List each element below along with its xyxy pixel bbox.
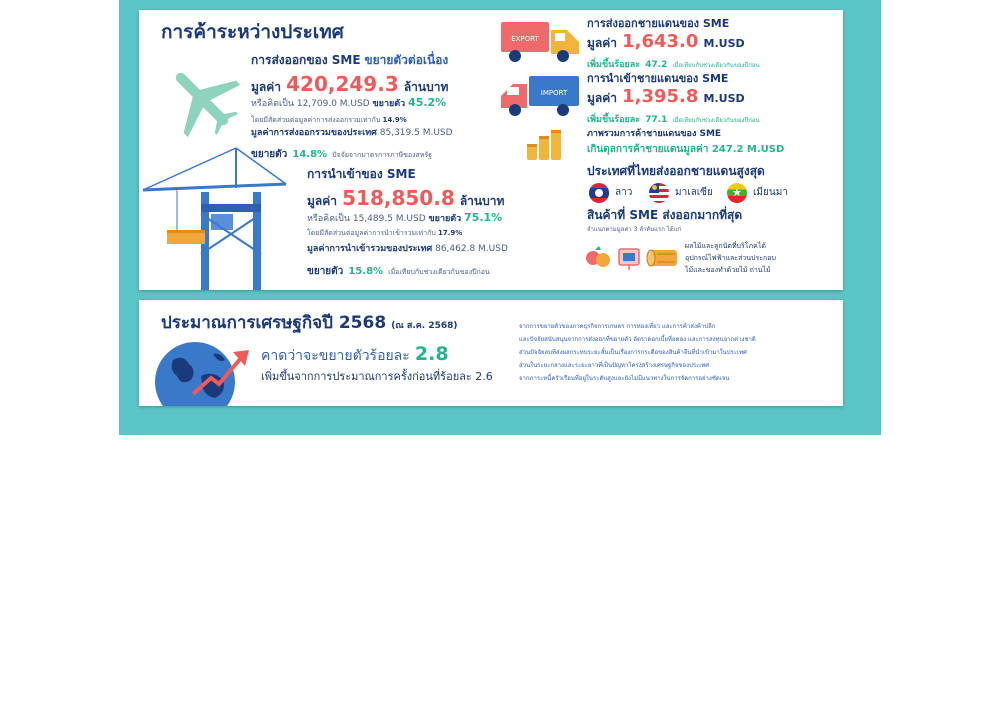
export-value-line: มูลค่า 420,249.3 ล้านบาท (251, 72, 449, 96)
border-export-value-line: มูลค่า 1,643.0 M.USD (587, 31, 745, 52)
export-heading: การส่งออกของ SME ขยายตัวต่อเนื่อง (251, 53, 449, 67)
top-products-heading: สินค้าที่ SME ส่งออกมากที่สุด (587, 208, 743, 222)
import-total-growth-line: ขยายตัว 15.8% เมื่อเทียบกับช่วงเดียวกันของปีก่อน (307, 266, 490, 277)
description-line: ส่วนปัจจัยลบที่ส่งผลกระทบระยะสั้นเป็นเรื่องการกระตือของสินค้าจีนที่นำเข้ามาในประเทศ (519, 349, 747, 356)
trade-panel (139, 10, 843, 290)
economy-title: ประมาณการเศรษฐกิจปี 2568 (161, 313, 387, 333)
border-total-balance: เกินดุลการค้าชายแดนมูลค่า 247.2 M.USD (587, 144, 785, 155)
forecast-increase-text: เพิ่มขึ้นจากการประมาณการครั้งก่อนที่ร้อยละ 2.6 (261, 370, 493, 383)
product-item-3: ไม้และของทำด้วยไม้ ถ่านไม้ (685, 266, 771, 274)
export-value: 420,249.3 (286, 72, 399, 96)
wood-log-icon (647, 250, 677, 266)
laos-flag-icon (589, 183, 609, 203)
port-crane-icon (141, 144, 291, 290)
coins-icon (525, 128, 565, 162)
export-total-line: มูลค่าการส่งออกรวมของประเทศ 85,319.5 M.USD (251, 128, 453, 138)
export-truck-label: EXPORT (511, 35, 539, 43)
border-import-value: 1,395.8 (622, 86, 699, 107)
fruit-icon (586, 246, 610, 267)
forecast-value: 2.8 (414, 343, 449, 365)
import-truck-label: IMPORT (540, 89, 568, 97)
economy-title-note: (ณ ส.ค. 2568) (391, 321, 458, 331)
globe-growth-icon (153, 340, 253, 406)
product-item-1: ผลไม้และลูกนัตที่บริโภคได้ (685, 242, 766, 250)
electronics-icon (619, 249, 639, 270)
import-value: 518,850.8 (342, 186, 455, 210)
border-export-growth-line: เพิ่มขึ้นร้อยละ 47.2 เมื่อเทียบกับช่วงเดียวกันของปีก่อน (587, 60, 760, 70)
import-total-line: มูลค่าการนำเข้ารวมของประเทศ 86,462.8 M.USD (307, 244, 508, 254)
border-export-value: 1,643.0 (622, 31, 699, 52)
malaysia-flag-icon (649, 183, 669, 203)
description-line: ส่วนในระยะกลางและระยะยาวที่เป็นปัญหาโครงสร้างเศรษฐกิจของประเทศ (519, 362, 710, 369)
export-usd-line: หรือคิดเป็น 12,709.0 M.USD ขยายตัว 45.2% (251, 96, 447, 109)
description-line: และปัจจัยสนับสนุนจากการส่งออกที่ขยายตัว อัตราดอกเบี้ยที่ลดลง และการลงทุนจากต่างชาติ (519, 336, 756, 343)
import-usd-line: หรือคิดเป็น 15,489.5 M.USD ขยายตัว 75.1% (307, 211, 503, 224)
economy-title-line (161, 314, 458, 334)
myanmar-flag-icon: ★ (727, 183, 747, 203)
export-truck-icon (499, 18, 583, 66)
airplane-icon (161, 58, 243, 140)
country-malaysia: มาเลเซีย (675, 187, 713, 198)
border-import-growth-line: เพิ่มขึ้นร้อยละ 77.1 เมื่อเทียบกับช่วงเดียวกันของปีก่อน (587, 115, 760, 125)
country-laos: ลาว (615, 187, 633, 198)
description-line: จากการขยายตัวของภาคธุรกิจการเกษตร การท่องเที่ยว และการค้าส่งค้าปลีก (519, 323, 716, 330)
forecast-line (261, 344, 449, 366)
country-myanmar: เมียนมา (753, 187, 788, 198)
forecast-label: คาดว่าจะขยายตัวร้อยละ (261, 348, 410, 364)
description-line: จากภาระหนี้ครัวเรือนที่อยู่ในระดับสูงและยังไม่มีแนวทางในการจัดการอย่างชัดเจน (519, 375, 730, 382)
border-total-heading: ภาพรวมการค้าชายแดนของ SME (587, 129, 722, 139)
infographic-frame (119, 0, 881, 435)
export-share-line: โดยมีสัดส่วนต่อมูลค่าการส่งออกรวมเท่ากับ 14.9% (251, 116, 407, 124)
import-share-line: โดยมีสัดส่วนต่อมูลค่าการนำเข้ารวมเท่ากับ 17.9% (307, 229, 463, 237)
border-export-heading: การส่งออกชายแดนของ SME (587, 17, 730, 30)
import-truck-icon (499, 72, 583, 120)
trade-title: การค้าระหว่างประเทศ (161, 21, 344, 43)
products-icons (585, 244, 681, 272)
import-heading: การนำเข้าของ SME (307, 167, 416, 181)
top-countries-heading: ประเทศที่ไทยส่งออกชายแดนสูงสุด (587, 164, 765, 178)
export-total-growth-line: ขยายตัว 14.8% ปัจจัยจากมาตรการภาษีของสหรัฐ (251, 149, 433, 160)
border-import-value-line: มูลค่า 1,395.8 M.USD (587, 86, 745, 107)
import-value-line: มูลค่า 518,850.8 ล้านบาท (307, 186, 505, 210)
product-item-2: อุปกรณ์ไฟฟ้าและส่วนประกอบ (685, 254, 776, 262)
economy-description (519, 320, 756, 385)
top-products-subheading: จำแนกตามมูลค่า 3 ลำดับแรก ได้แก่ (587, 226, 682, 233)
economy-panel (139, 300, 843, 406)
border-import-heading: การนำเข้าชายแดนของ SME (587, 72, 729, 85)
